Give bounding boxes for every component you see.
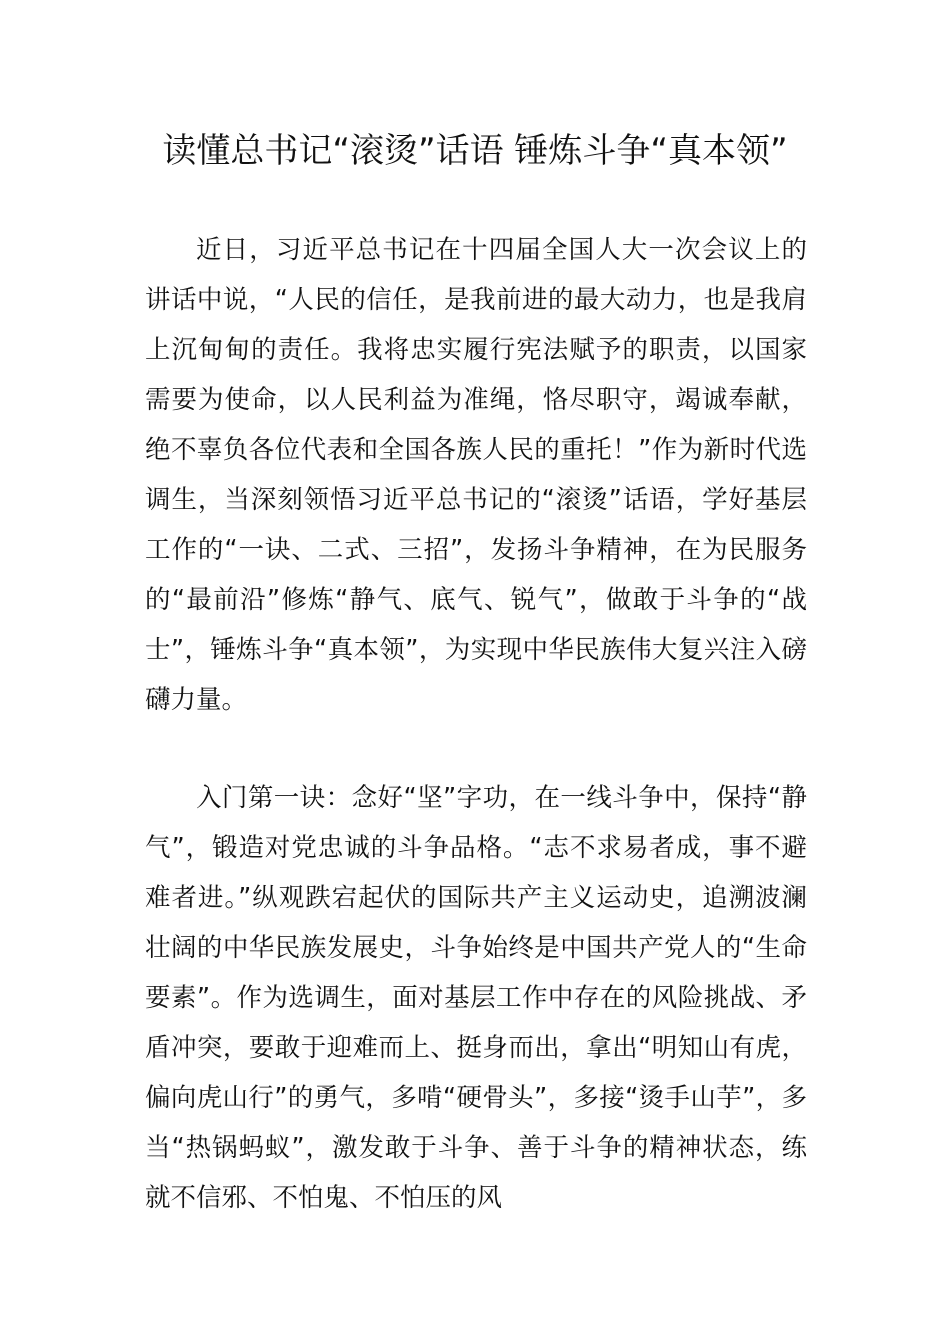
paragraph-first-secret: 入门第一诀：念好“坚”字功，在一线斗争中，保持“静气”，锻造对党忠诚的斗争品格。“志不求易者成，事不避难者进。”纵观跌宕起伏的国际共产主义运动史，追溯波澜壮阔的中华民族发展史，斗争始终是中国共产党人的“生命要素”。作为选调生，面对基层工作中存在的风险挑战、矛盾冲突，要敢于迎难而上、挺身而出，拿出“明知山有虎，偏向虎山行”的勇气，多啃“硬骨头”，多接“烫手山芋”，多当“热锅蚂蚁”，激发敢于斗争、善于斗争的精神状态，练就不信邪、不怕鬼、不怕压的风 <box>145 783 807 1213</box>
paragraph-intro: 近日，习近平总书记在十四届全国人大一次会议上的讲话中说，“人民的信任，是我前进的最大动力，也是我肩上沉甸甸的责任。我将忠实履行宪法赋予的职责，以国家需要为使命，以人民利益为准绳，恪尽职守，竭诚奉献，绝不辜负各位代表和全国各族人民的重托！”作为新时代选调生，当深刻领悟习近平总书记的“滚烫”话语，学好基层工作的“一诀、二式、三招”，发扬斗争精神，在为民服务的“最前沿”修炼“静气、底气、锐气”，做敢于斗争的“战士”，锤炼斗争“真本领”，为实现中华民族伟大复兴注入磅礴力量。 <box>145 235 807 715</box>
document-title: 读懂总书记“滚烫”话语 锤炼斗争“真本领” <box>162 131 788 171</box>
